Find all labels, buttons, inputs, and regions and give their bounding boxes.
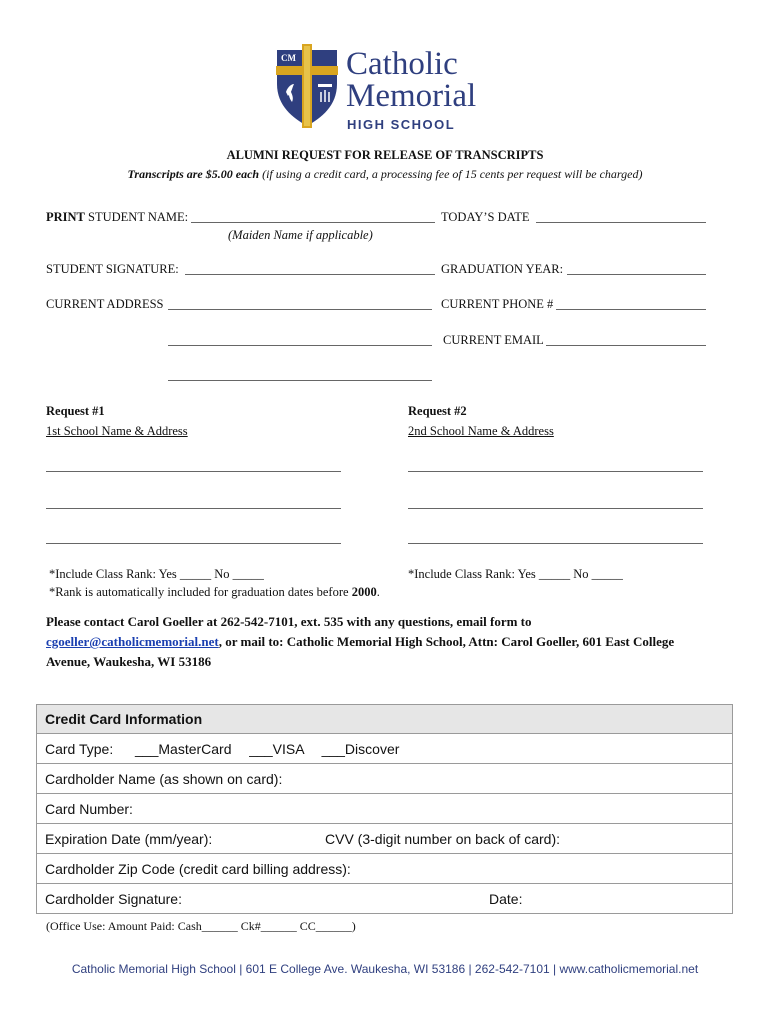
- card-date-field[interactable]: Date:: [489, 890, 523, 907]
- signature-date-row: [37, 884, 733, 914]
- request-1-class-rank[interactable]: *Include Class Rank: Yes _____ No _____: [49, 567, 264, 581]
- current-address-field-1[interactable]: [168, 309, 432, 310]
- rank-note: *Rank is automatically included for graduation dates before 2000.: [49, 585, 380, 599]
- school-crest-icon: [274, 44, 340, 128]
- office-use-note: (Office Use: Amount Paid: Cash______ Ck#______ CC______): [46, 919, 356, 933]
- card-number-field[interactable]: Card Number:: [37, 794, 733, 824]
- contact-email-link[interactable]: cgoeller@catholicmemorial.net: [46, 634, 219, 649]
- request-1-heading: Request #1: [46, 404, 105, 418]
- zip-code-field[interactable]: Cardholder Zip Code (credit card billing address):: [37, 854, 733, 884]
- request-1-address-line-3[interactable]: [46, 543, 341, 544]
- form-subtitle: Transcripts are $5.00 each (if using a credit card, a processing fee of 15 cents per request will be charged): [127, 167, 643, 181]
- request-2-heading: Request #2: [408, 404, 467, 418]
- request-1-address-line-1[interactable]: [46, 471, 341, 472]
- graduation-year-label: GRADUATION YEAR:: [441, 262, 564, 276]
- request-2-address-line-2[interactable]: [408, 508, 703, 509]
- card-option-visa[interactable]: ___VISA: [249, 740, 304, 757]
- request-1-subheading: 1st School Name & Address: [46, 424, 188, 438]
- svg-text:CM: CM: [281, 53, 296, 63]
- current-address-field-3[interactable]: [168, 380, 432, 381]
- request-1-address-line-2[interactable]: [46, 508, 341, 509]
- graduation-year-field[interactable]: [567, 274, 706, 275]
- maiden-name-note: (Maiden Name if applicable): [228, 228, 373, 242]
- logo-name-line1: Catholic: [346, 46, 458, 82]
- current-address-field-2[interactable]: [168, 345, 432, 346]
- logo-subname: HIGH SCHOOL: [347, 117, 456, 132]
- card-option-discover[interactable]: ___Discover: [321, 740, 400, 757]
- student-signature-label: STUDENT SIGNATURE:: [46, 262, 179, 276]
- card-type-row: [37, 734, 733, 764]
- current-email-field[interactable]: [546, 345, 706, 346]
- student-signature-field[interactable]: [185, 274, 435, 275]
- todays-date-label: TODAY’S DATE: [441, 210, 530, 224]
- current-phone-label: CURRENT PHONE #: [441, 297, 554, 311]
- page-footer: Catholic Memorial High School | 601 E College Ave. Waukesha, WI 53186 | 262-542-7101 | www.catholicmemorial.net: [71, 962, 699, 976]
- current-phone-field[interactable]: [556, 309, 706, 310]
- current-address-label: CURRENT ADDRESS: [46, 297, 164, 311]
- request-2-address-line-1[interactable]: [408, 471, 703, 472]
- student-name-field[interactable]: [191, 222, 435, 223]
- request-2-class-rank[interactable]: *Include Class Rank: Yes _____ No _____: [408, 567, 623, 581]
- logo-name-line2: Memorial: [346, 78, 477, 114]
- student-name-label: PRINT STUDENT NAME:: [46, 210, 189, 224]
- request-2-subheading: 2nd School Name & Address: [408, 424, 554, 438]
- cvv-field[interactable]: CVV (3-digit number on back of card):: [325, 830, 560, 847]
- card-option-mastercard[interactable]: ___MasterCard: [135, 740, 232, 757]
- cardholder-signature-field[interactable]: Cardholder Signature:: [45, 890, 182, 907]
- school-logo: [274, 44, 504, 136]
- card-type-label: Card Type:: [45, 740, 114, 757]
- request-2-address-line-3[interactable]: [408, 543, 703, 544]
- cardholder-name-field[interactable]: Cardholder Name (as shown on card):: [37, 764, 733, 794]
- form-title: ALUMNI REQUEST FOR RELEASE OF TRANSCRIPTS: [226, 148, 544, 162]
- expiration-date-field[interactable]: Expiration Date (mm/year):: [45, 830, 213, 847]
- current-email-label: CURRENT EMAIL: [443, 333, 544, 347]
- expiration-cvv-row: [37, 824, 733, 854]
- contact-info: Please contact Carol Goeller at 262-542-7101, ext. 535 with any questions, email form to cgoeller@catholicmemorial.net, or mail to: Catholic Memorial High School, Attn: Carol Goeller, 601 East College Avenue, Waukesha, WI 53186: [46, 614, 675, 669]
- todays-date-field[interactable]: [536, 222, 706, 223]
- credit-card-title: Credit Card Information: [37, 705, 733, 734]
- credit-card-table: [36, 704, 733, 914]
